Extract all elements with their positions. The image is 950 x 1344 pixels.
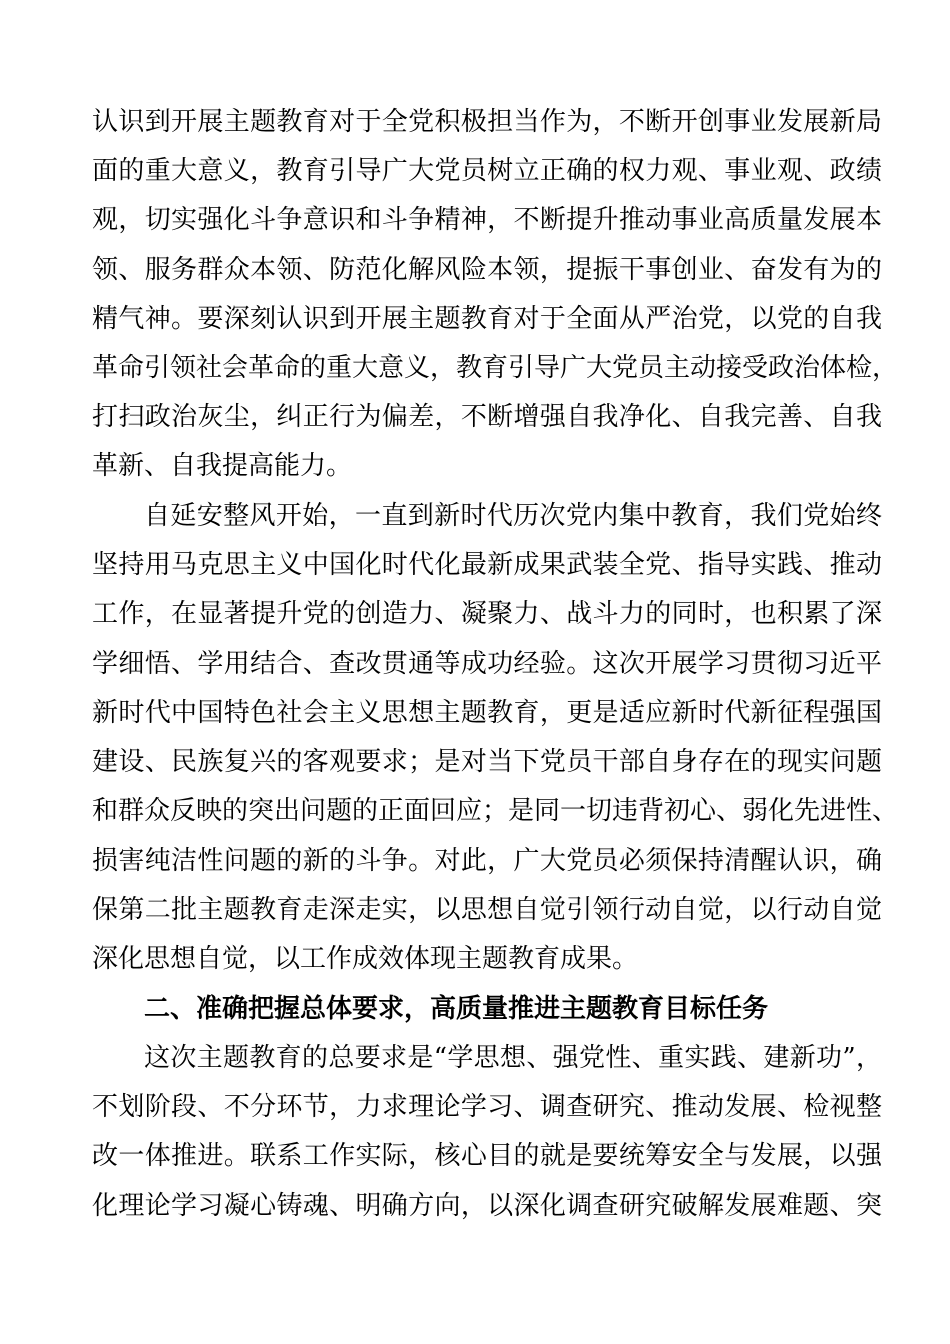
text-line: 保第二批主题教育走深走实，以思想自觉引领行动自觉，以行动自觉 xyxy=(92,895,882,925)
text-line: 认识到开展主题教育对于全党积极担当作为，不断开创事业发展新局 xyxy=(92,107,882,137)
text-line: 改一体推进。联系工作实际，核心目的就是要统筹安全与发展，以强 xyxy=(92,1141,882,1171)
text-line: 革命引领社会革命的重大意义，教育引导广大党员主动接受政治体检， xyxy=(92,353,899,383)
text-line: 打扫政治灰尘，纠正行为偏差，不断增强自我净化、自我完善、自我 xyxy=(92,402,882,432)
text-line: 损害纯洁性问题的新的斗争。对此，广大党员必须保持清醒认识，确 xyxy=(92,846,882,876)
text-line: 革新、自我提高能力。 xyxy=(92,451,353,481)
text-line: 和群众反映的突出问题的正面回应；是同一切违背初心、弱化先进性、 xyxy=(92,796,899,826)
text-line: 工作，在显著提升党的创造力、凝聚力、战斗力的同时，也积累了深 xyxy=(92,599,882,629)
text-line: 面的重大意义，教育引导广大党员树立正确的权力观、事业观、政绩 xyxy=(92,156,882,186)
text-line: 这次主题教育的总要求是“学思想、强党性、重实践、建新功”， xyxy=(144,1043,882,1073)
text-line: 不划阶段、不分环节，力求理论学习、调查研究、推动发展、检视整 xyxy=(92,1092,882,1122)
text-line: 新时代中国特色社会主义思想主题教育，更是适应新时代新征程强国 xyxy=(92,698,882,728)
text-line: 化理论学习凝心铸魂、明确方向，以深化调查研究破解发展难题、突 xyxy=(92,1191,882,1221)
text-line: 深化思想自觉，以工作成效体现主题教育成果。 xyxy=(92,944,639,974)
text-line: 坚持用马克思主义中国化时代化最新成果武装全党、指导实践、推动 xyxy=(92,550,882,580)
text-line: 学细悟、学用结合、查改贯通等成功经验。这次开展学习贯彻习近平 xyxy=(92,649,882,679)
text-line: 精气神。要深刻认识到开展主题教育对于全面从严治党，以党的自我 xyxy=(92,304,882,334)
text-line: 自延安整风开始，一直到新时代历次党内集中教育，我们党始终 xyxy=(144,501,882,531)
text-line: 建设、民族复兴的客观要求；是对当下党员干部自身存在的现实问题 xyxy=(92,747,882,777)
section-heading: 二、准确把握总体要求，高质量推进主题教育目标任务 xyxy=(144,994,769,1024)
text-line: 观，切实强化斗争意识和斗争精神，不断提升推动事业高质量发展本 xyxy=(92,205,882,235)
text-line: 领、服务群众本领、防范化解风险本领，提振干事创业、奋发有为的 xyxy=(92,255,882,285)
